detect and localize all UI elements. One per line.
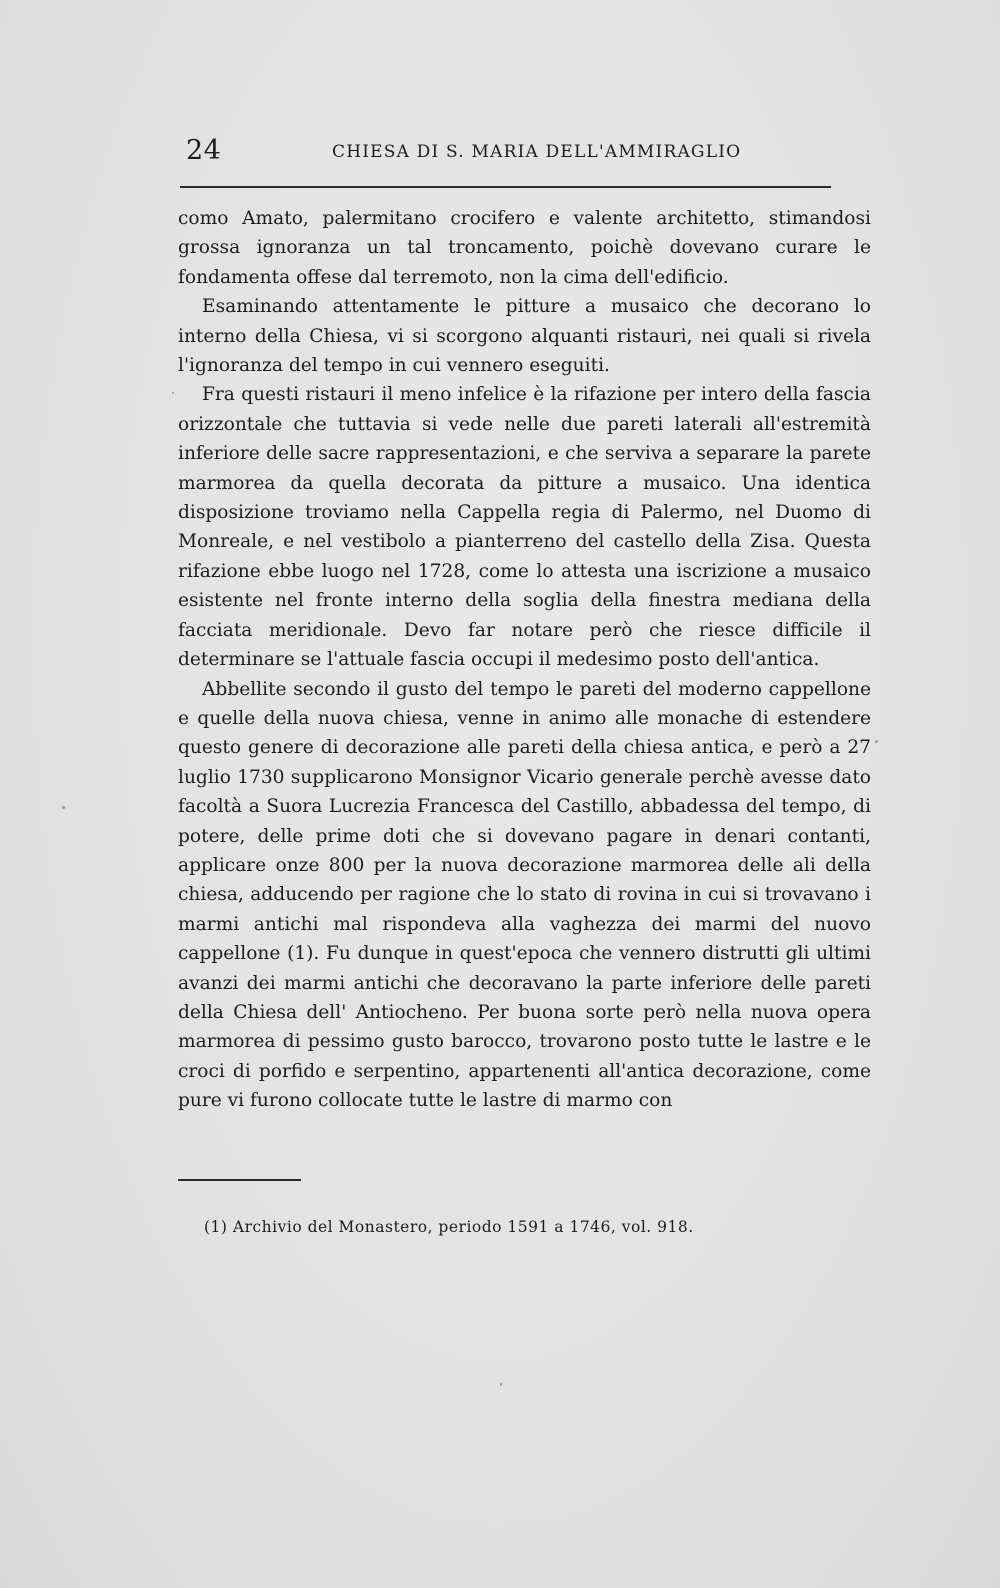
header-rule	[180, 186, 831, 188]
page-number: 24	[186, 135, 222, 166]
running-head: CHIESA DI S. MARIA DELL'AMMIRAGLIO	[332, 142, 742, 162]
footnote-rule	[178, 1179, 301, 1181]
paper-speck	[62, 806, 65, 809]
paragraph-4: Abbellite secondo il gusto del tempo le pareti del moderno cappellone e quelle della nuova chiesa, venne in animo alle monache di estendere questo genere di decorazione alle pareti della chiesa antica, e però a 27 luglio 1730 supplicarono Monsignor Vicario generale perchè avesse dato facoltà a Suora Lucrezia Francesca del Castillo, abbadessa del tempo, di potere, delle prime doti che si dovevano pagare in denari contanti, applicare onze 800 per la nuova decorazione marmorea delle ali della chiesa, adducendo per ragione che lo stato di rovina in cui si trovavano i marmi antichi mal rispondeva alla vaghezza dei marmi del nuovo cappellone (1). Fu dunque in quest'epoca che vennero distrutti gli ultimi avanzi dei marmi antichi che decoravano la parte inferiore delle pareti della Chiesa dell' Antiocheno. Per buona sorte però nella nuova opera marmorea di pessimo gusto barocco, trovarono posto tutte le lastre e le croci di porfido e serpentino, appartenenti all'antica decorazione, come pure vi furono collocate tutte le lastre di marmo con	[178, 678, 871, 1112]
paragraph-1: como Amato, palermitano crocifero e valente architetto, stimandosi grossa ignoranza un tal troncamento, poichè dovevano curare le fondamenta offese dal terremoto, non la cima dell'edificio.	[178, 208, 871, 288]
paragraph-3: Fra questi ristauri il meno infelice è la rifazione per intero della fascia orizzontale che tuttavia si vede nelle due pareti laterali all'estremità inferiore delle sacre rappresentazioni, e che serviva a separare la parete marmorea da quella decorata da pitture a musaico. Una identica disposizione troviamo nella Cappella regia di Palermo, nel Duomo di Monreale, e nel vestibolo a pianterreno del castello della Zisa. Questa rifazione ebbe luogo nel 1728, come lo attesta una iscrizione a musaico esistente nel fronte interno della soglia della finestra mediana della facciata meridionale. Devo far notare però che riesce difficile il determinare se l'attuale fascia occupi il medesimo posto dell'antica.	[178, 384, 871, 671]
body-text	[178, 204, 871, 1116]
paper-speck	[875, 740, 878, 743]
footnote: (1) Archivio del Monastero, periodo 1591 a 1746, vol. 918.	[204, 1218, 694, 1236]
paragraph-2: Esaminando attentamente le pitture a musaico che decorano lo interno della Chiesa, vi si scorgono alquanti ristauri, nei quali si rivela l'ignoranza del tempo in cui vennero eseguiti.	[178, 296, 871, 377]
paper-speck	[500, 1383, 502, 1386]
page-header	[186, 135, 834, 175]
paper-speck	[172, 392, 174, 394]
